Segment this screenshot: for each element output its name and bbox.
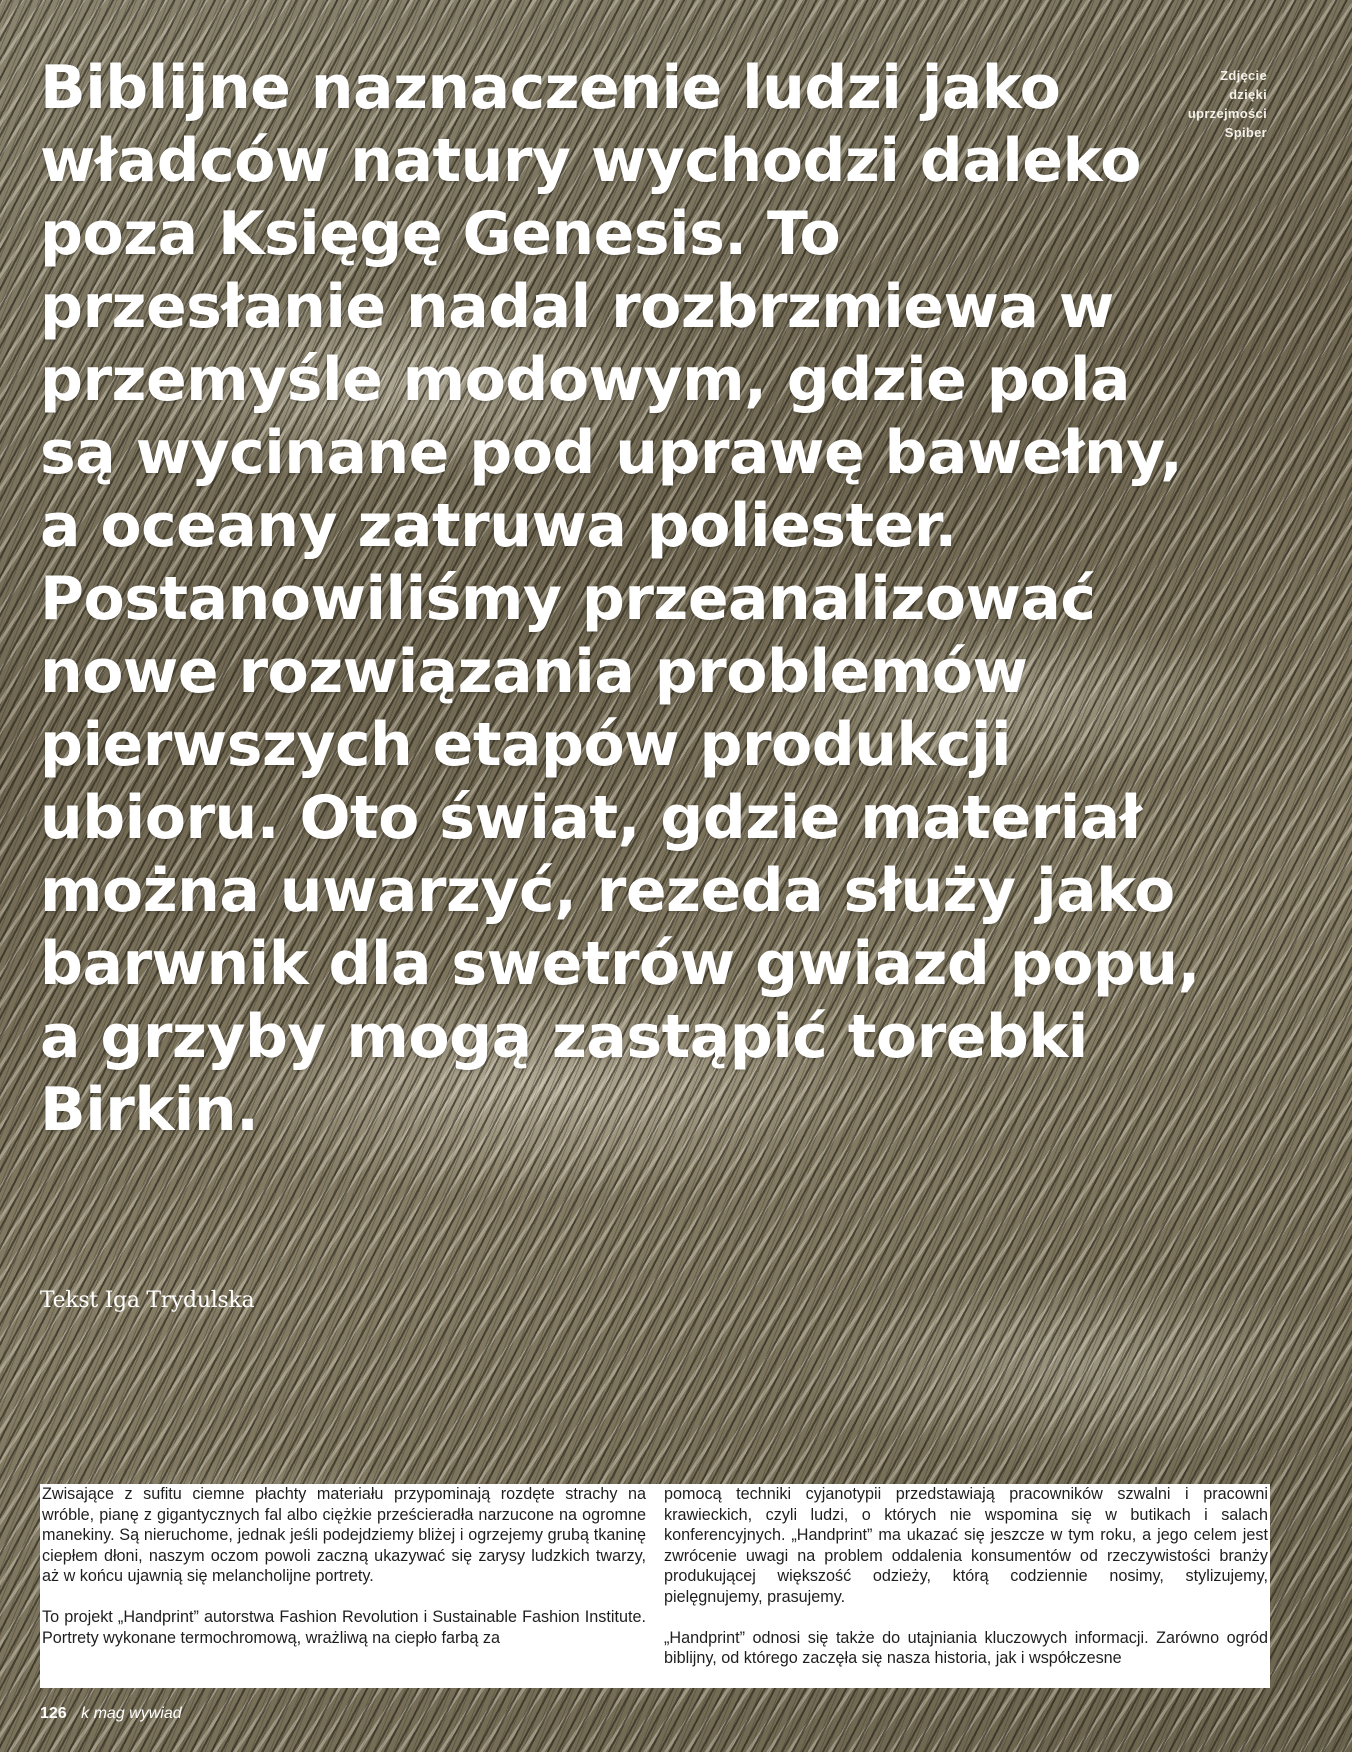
- photo-credit-line: Zdjęcie: [1220, 68, 1267, 83]
- body-paragraph: Zwisające z sufitu ciemne płachty materiału przypominają rozdęte strachy na wróble, pianę z gigantycznych fal albo ciężkie prześcieradła narzucone na ogromne manekiny. Są nieruchome, jednak jeśli podejdziemy bliżej i ogrzejemy grubą tkaninę ciepłem dłoni, naszym oczom powoli zaczną ukazywać się zarysy ludzkich twarzy, aż w końcu ujawnią się melancholijne portrety.: [42, 1485, 646, 1585]
- byline: Tekst Iga Trydulska: [40, 1288, 255, 1313]
- article-body: [40, 1484, 1270, 1688]
- body-paragraph: „Handprint” odnosi się także do utajniania kluczowych informacji. Zarówno ogród biblijny, od którego zaczęła się nasza historia, jak i współczesne: [664, 1628, 1268, 1667]
- photo-credit-line: uprzejmości: [1187, 106, 1267, 121]
- page-footer: [40, 1704, 182, 1724]
- page-number: 126: [40, 1705, 67, 1722]
- photo-credit-line: Spiber: [1224, 125, 1267, 140]
- photo-credit-line: dzięki: [1229, 87, 1267, 102]
- body-column-left: [42, 1484, 646, 1688]
- body-paragraph: pomocą techniki cyjanotypii przedstawiają pracowników szwalni i pracowni krawieckich, czyli ludzi, o których nie wspomina się w butikach i salach konferencyjnych. „Handprint” ma ukazać się jeszcze w tym roku, a jego celem jest zwrócenie uwagi na problem oddalenia konsumentów od rzeczywistości branży produkującej większość odzieży, którą codziennie nosimy, stylizujemy, pielęgnujemy, prasujemy.: [664, 1485, 1268, 1606]
- section-name: k mag wywiad: [81, 1705, 182, 1722]
- body-column-right: [664, 1484, 1268, 1688]
- body-paragraph: To projekt „Handprint” autorstwa Fashion Revolution i Sustainable Fashion Institute. Portrety wykonane termochromową, wrażliwą na ciepło farbą za: [42, 1608, 646, 1647]
- article-headline: Biblijne naznaczenie ludzi jako władców natury wychodzi daleko poza Księgę Genesis. To przesłanie nadal rozbrzmiewa w przemyśle modowym, gdzie pola są wycinane pod uprawę bawełny, a oceany zatruwa poliester. Postanowiliśmy przeanalizować nowe rozwiązania problemów pierwszych etapów produkcji ubioru. Oto świat, gdzie materiał można uwarzyć, rezeda służy jako barwnik dla swetrów gwiazd popu, a grzyby mogą zastąpić torebki Birkin.: [40, 53, 1200, 1145]
